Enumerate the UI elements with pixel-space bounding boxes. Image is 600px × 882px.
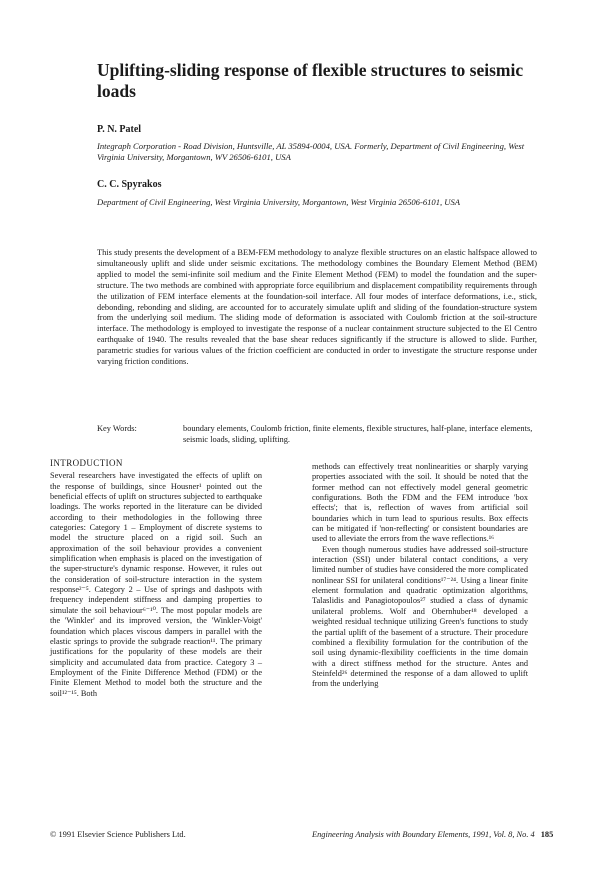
paper-title: Uplifting-sliding response of flexible structures to seismic loads (97, 60, 524, 101)
footer-journal-name: Engineering Analysis with Boundary Elements, 1991, Vol. 8, No. 4 (312, 830, 535, 839)
footer-journal (312, 830, 553, 839)
author-affiliation-2: Department of Civil Engineering, West Virginia University, Morgantown, West Virginia 26506-6101, USA (97, 197, 461, 207)
section-heading-introduction: INTRODUCTION (50, 458, 123, 468)
author-name-2: C. C. Spyrakos (97, 179, 162, 190)
intro-paragraph-3: Even though numerous studies have addressed soil-structure interaction (SSI) under bilateral contact conditions, a very limited number of studies have considered the more complicated nonlinear SSI for unilateral conditions¹⁷⁻²⁴. Using a linear finite element formulation and quadratic optimization algorithms, Talaslidis and Panagiotopoulos²⁷ studied a class of dynamic unilateral problems. Wolf and Obernhuber¹⁸ developed a weighted residual technique utilizing Green's functions to study the partial uplift of the basement of a structure. Their procedure combined a flexibility formulation for the contribution of the soil using dynamic-flexibility coefficients in the time domain with a direct stiffness method for the structure. Antes and Steinfeld²⁶ determined the response of a dam allowed to uplift from the underlying (312, 544, 528, 689)
author-name-1: P. N. Patel (97, 124, 142, 135)
page-number: 185 (540, 830, 554, 839)
intro-paragraph-1: Several researchers have investigated the effects of uplift on the response of buildings, since Housner¹ pointed out the beneficial effects of uplift on structures subjected to earthquake loadings. The works reported in the literature can be divided according to their methodologies in the following three categories: Category 1 – Employment of discrete systems to model the structure placed on a rigid soil. Such an approximation of the soil behaviour provides a convenient simplification when emphasis is placed on the investigation of the super-structure's dynamic response. However, it rules out the consideration of soil-structure interaction in the system response²⁻⁵. Category 2 – Use of springs and dashpots with frequency independent stiffness and damping properties to simulate the soil behaviour⁶⁻¹⁰. The most popular models are the 'Winkler' and its improved version, the 'Winkler-Voigt' foundation which places viscous dampers in parallel with the elastic springs to provide the subgrade reaction¹¹. The primary justifications for the popularity of these models are their simplicity and accumulated data from practice. Category 3 – Employment of the Finite Difference Method (FDM) or the Finite Element Method to model both the structure and the soil¹²⁻¹⁵. Both (50, 471, 262, 698)
footer-copyright: © 1991 Elsevier Science Publishers Ltd. (50, 830, 186, 839)
intro-paragraph-2: methods can effectively treat nonlinearities or sharply varying properties associated with the soil. It should be noted that the former method can not effectively model general geometric configurations. Both the FDM and the FEM introduce 'box effects'; that is, reflection of waves from artificial soil boundaries which in turn lead to spurious results. Box effects can be mitigated if 'non-reflecting' or consistent boundaries are used to alleviate the errors from the wave reflections.¹⁶ (312, 462, 528, 544)
left-column (50, 458, 262, 699)
keywords-text: boundary elements, Coulomb friction, finite elements, flexible structures, half-plane, interface elements, seismic loads, sliding, uplifting. (183, 424, 533, 444)
keywords (97, 423, 537, 445)
right-column (312, 462, 528, 690)
keywords-label: Key Words: (97, 424, 137, 433)
abstract: This study presents the development of a BEM-FEM methodology to analyze flexible structures on an elastic halfspace allowed to simultaneously uplift and slide under seismic excitations. The methodology combines the Boundary Element Method (BEM) applied to model the semi-infinite soil medium and the Finite Element Method (FEM) to model the foundation and the super-structure. The two methods are combined with appropriate force equilibrium and displacement compatibility requirements through the utilization of FEM interface elements at the foundation-soil interface. All four modes of interface deformations, i.e., stick, debonding, rebonding and sliding, are accounted for to accurately simulate uplift and sliding of the foundation-structure system from the underlying soil medium. The sliding mode of deformation is associated with Coulomb friction at the soil-structure interface. The methodology is employed to investigate the response of a nuclear containment structure subjected to the El Centro earthquake of 1940. The results revealed that the base shear reduces significantly if the structure is allowed to slide. Further, parametric studies for various values of the friction coefficient are conducted in order to investigate the structure response under varying friction conditions. (97, 248, 537, 367)
author-affiliation-1: Integraph Corporation - Road Division, Huntsville, AL 35894-0004, USA. Formerly, Department of Civil Engineering, West Virginia University, Morgantown, WV 26506-6101, USA (97, 141, 525, 162)
